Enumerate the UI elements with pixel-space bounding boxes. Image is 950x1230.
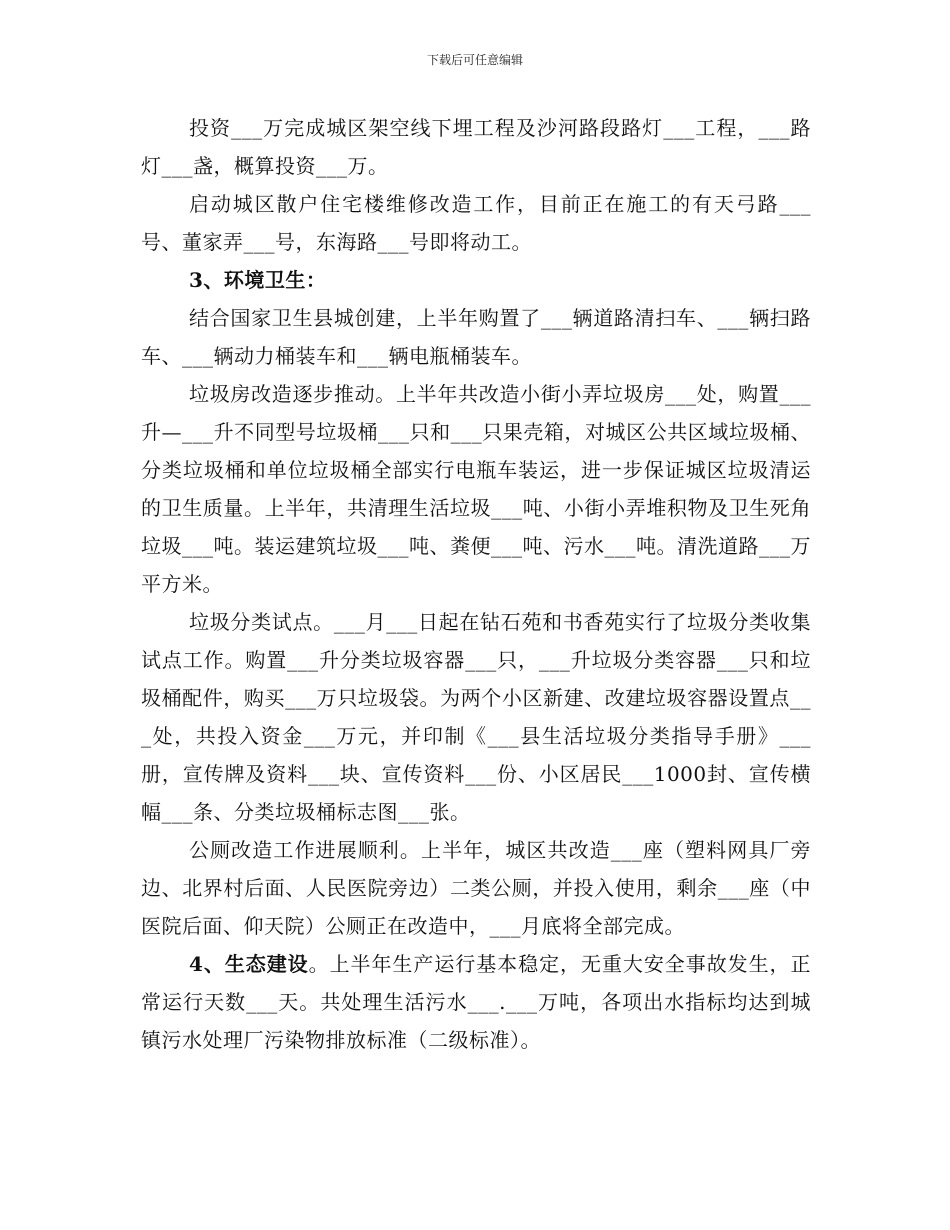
paragraph-text: 垃圾分类试点。___月___日起在钻石苑和书香苑实行了垃圾分类收集试点工作。购置___升分类垃圾容器___只，___升垃圾分类容器___只和垃圾桶配件，购买___万只垃圾袋。为两个小区新建、改建垃圾容器设置点___处，共投入资金___万元，并印制《___县生活垃圾分类指导手册》___册，宣传牌及资料___块、宣传资料___份、小区居民___1000封、宣传横幅___条、分类垃圾桶标志图___张。 [141,610,811,824]
paragraph-streetlight-investment [141,109,811,185]
paragraph-text: 投资___万完成城区架空线下埋工程及沙河路段路灯___工程，___路灯___盏，概算投资___万。 [141,116,811,178]
section-heading-environment [141,261,811,299]
paragraph-vehicle-purchase [141,299,811,375]
paragraph-text: 启动城区散户住宅楼维修改造工作，目前正在施工的有天弓路___号、董家弄___号，东海路___号即将动工。 [141,192,811,254]
document-body [141,109,811,1059]
paragraph-ecological-construction [141,945,811,1059]
paragraph-garbage-room [141,375,811,603]
paragraph-text: 公厕改造工作进展顺利。上半年，城区共改造___座（塑料网具厂旁边、北界村后面、人民医院旁边）二类公厕，并投入使用，剩余___座（中医院后面、仰天院）公厕正在改造中，___月底将全部完成。 [141,838,811,938]
section-heading: 3、环境卫生： [189,268,327,292]
section-heading: 4、生态建设 [189,952,309,976]
page-header: 下载后可任意编辑 [426,53,523,67]
paragraph-toilet-renovation [141,831,811,945]
paragraph-text: 结合国家卫生县城创建，上半年购置了___辆道路清扫车、___辆扫路车、___辆动力桶装车和___辆电瓶桶装车。 [141,306,811,368]
paragraph-text: 。上半年生产运行基本稳定，无重大安全事故发生，正常运行天数___天。共处理生活污水___.___万吨，各项出水指标均达到城镇污水处理厂污染物排放标准（二级标准）。 [141,952,811,1052]
paragraph-text: 垃圾房改造逐步推动。上半年共改造小街小弄垃圾房___处，购置___升—___升不同型号垃圾桶___只和___只果壳箱，对城区公共区域垃圾桶、分类垃圾桶和单位垃圾桶全部实行电瓶车装运，进一步保证城区垃圾清运的卫生质量。上半年，共清理生活垃圾___吨、小街小弄堆积物及卫生死角垃圾___吨。装运建筑垃圾___吨、粪便___吨、污水___吨。清洗道路___万平方米。 [141,382,811,596]
paragraph-garbage-sorting [141,603,811,831]
paragraph-residential-repair [141,185,811,261]
